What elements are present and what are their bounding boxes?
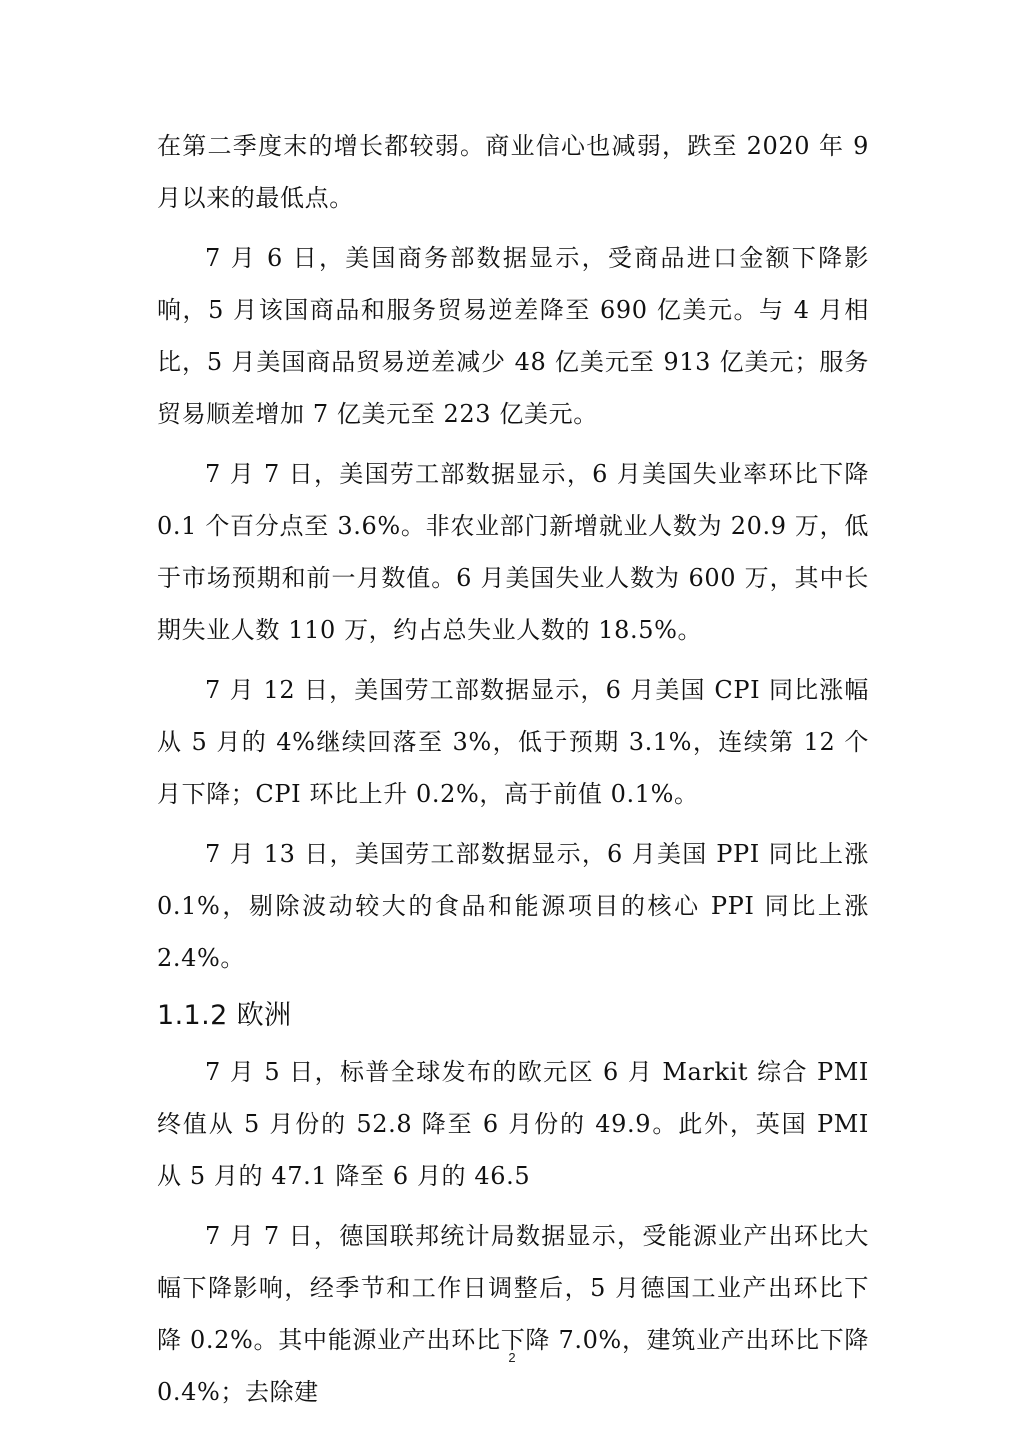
document-body [157, 120, 869, 1426]
paragraph-us-unemployment: 7 月 7 日，美国劳工部数据显示，6 月美国失业率环比下降 0.1 个百分点至 3.6%。非农业部门新增就业人数为 20.9 万，低于市场预期和前一月数值。6 月美国失业人数为 600 万，其中长期失业人数 110 万，约占总失业人数的 18.5%。 [157, 460, 869, 644]
paragraph-q2-growth: 在第二季度末的增长都较弱。商业信心也减弱，跌至 2020 年 9 月以来的最低点。 [157, 132, 869, 212]
paragraph-eurozone-pmi: 7 月 5 日，标普全球发布的欧元区 6 月 Markit 综合 PMI 终值从 5 月份的 52.8 降至 6 月份的 49.9。此外，英国 PMI 从 5 月的 47.1 降至 6 月的 46.5 [157, 1058, 869, 1190]
paragraph-us-ppi: 7 月 13 日，美国劳工部数据显示，6 月美国 PPI 同比上涨 0.1%，剔除波动较大的食品和能源项目的核心 PPI 同比上涨 2.4%。 [157, 840, 869, 972]
section-heading-europe: 1.1.2 欧洲 [157, 1000, 292, 1031]
paragraph-germany-industrial-output: 7 月 7 日，德国联邦统计局数据显示，受能源业产出环比大幅下降影响，经季节和工作日调整后，5 月德国工业产出环比下降 0.2%。其中能源业产出环比下降 7.0%，建筑业产出环比下降 0.4%；去除建 [157, 1222, 869, 1406]
page-number: 2 [508, 1350, 516, 1365]
paragraph-us-trade-deficit: 7 月 6 日，美国商务部数据显示，受商品进口金额下降影响，5 月该国商品和服务贸易逆差降至 690 亿美元。与 4 月相比，5 月美国商品贸易逆差减少 48 亿美元至 913 亿美元；服务贸易顺差增加 7 亿美元至 223 亿美元。 [157, 244, 869, 428]
paragraph-us-cpi: 7 月 12 日，美国劳工部数据显示，6 月美国 CPI 同比涨幅从 5 月的 4%继续回落至 3%，低于预期 3.1%，连续第 12 个月下降；CPI 环比上升 0.2%，高于前值 0.1%。 [157, 676, 869, 808]
